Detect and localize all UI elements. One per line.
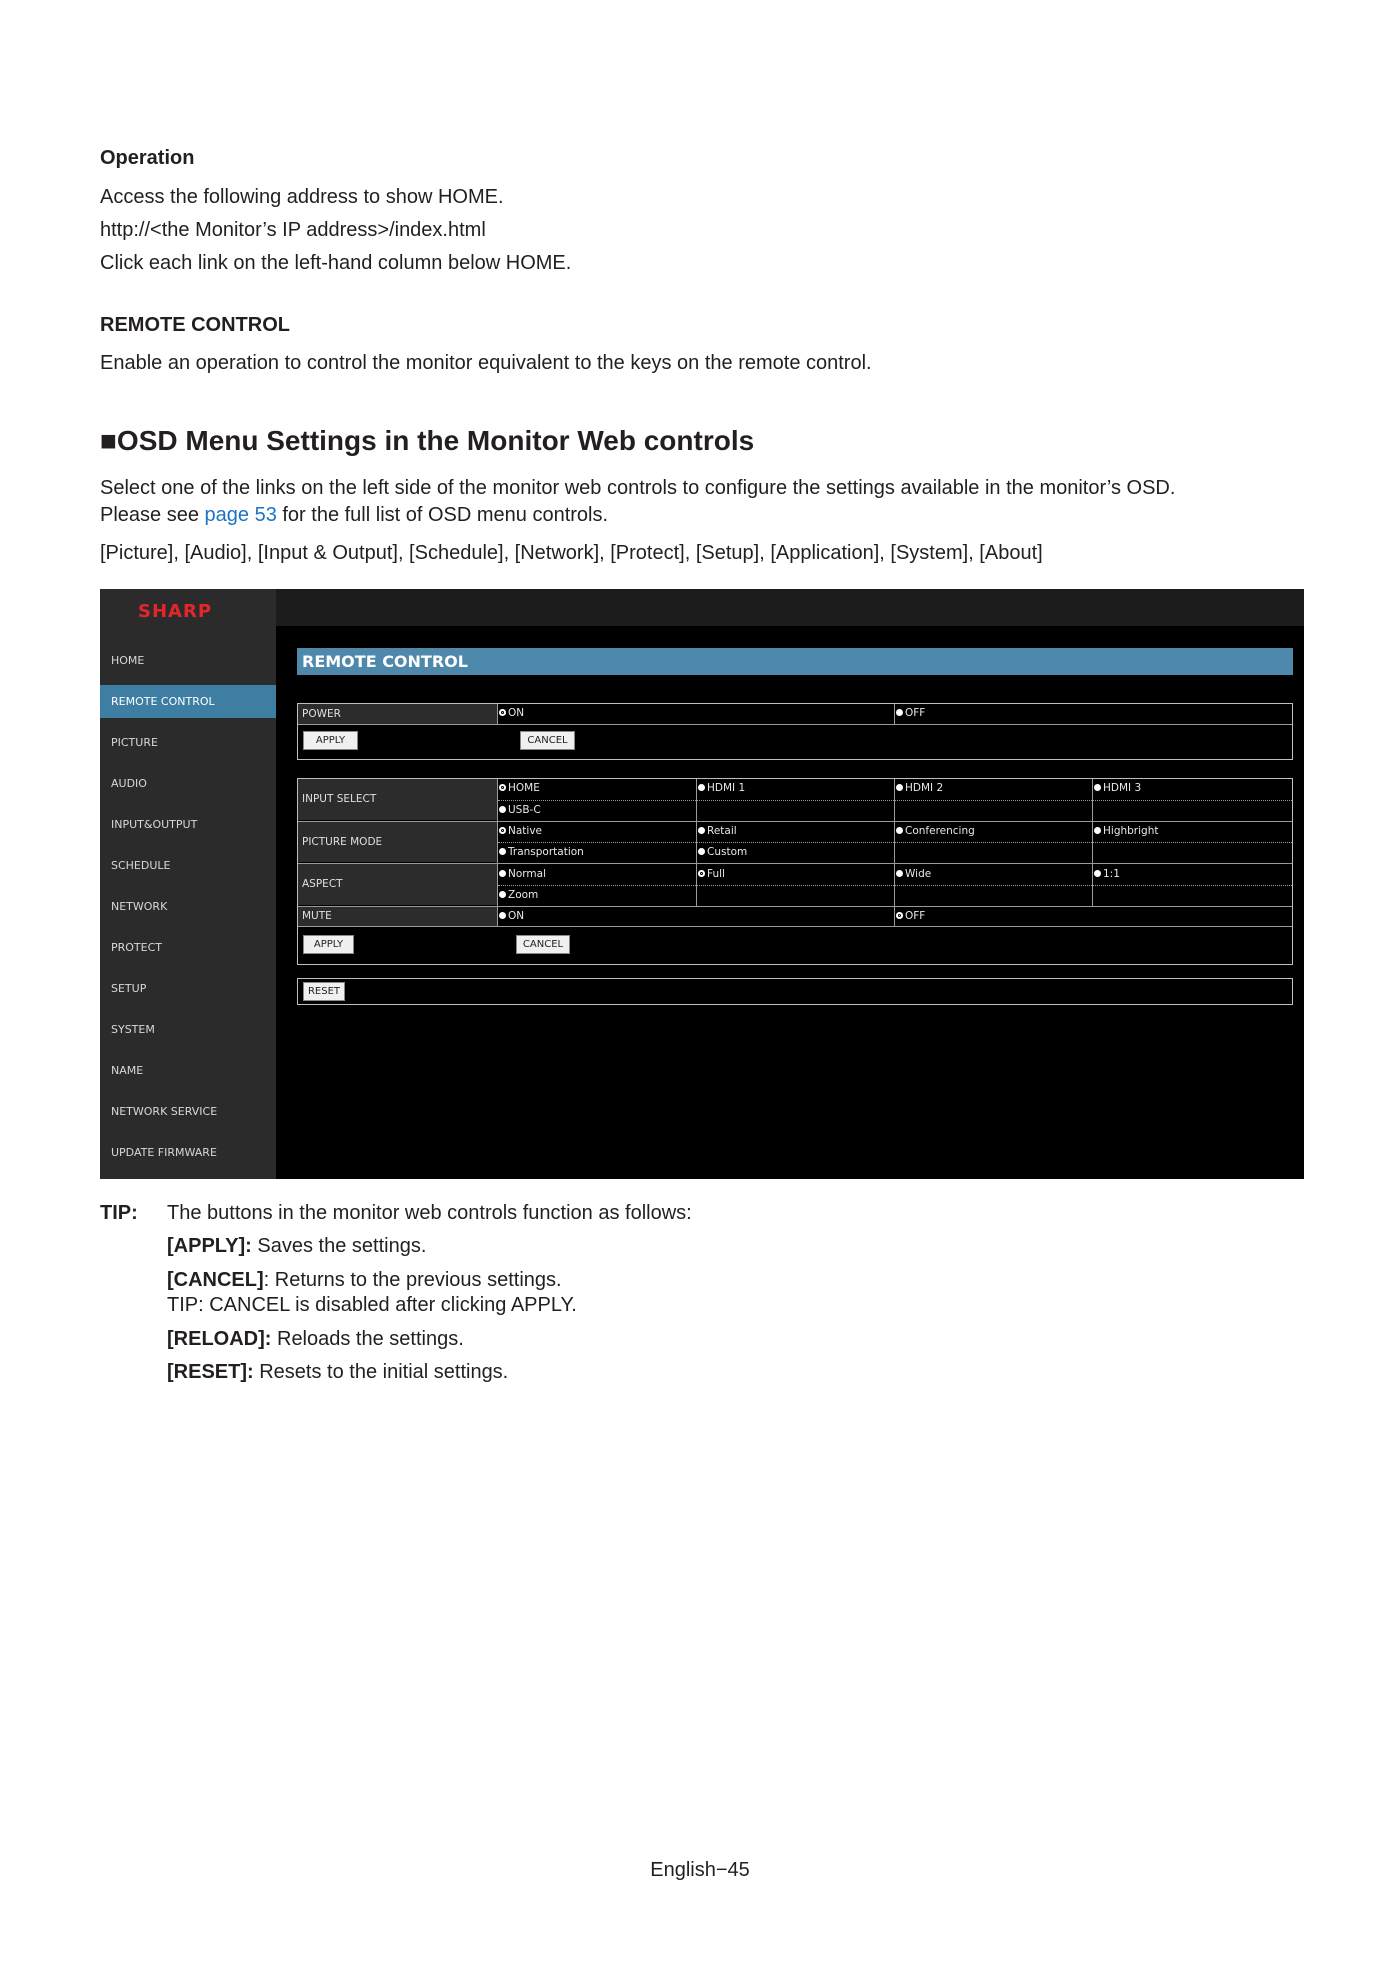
tip-apply-desc: Saves the settings. [251,1235,427,1257]
sidebar-item-input-output[interactable]: INPUT&OUTPUT [111,818,198,831]
tip-cancel-desc: : Returns to the previous settings. [263,1269,562,1291]
radio-selected-icon [896,912,903,919]
radio-selected-icon [499,827,506,834]
mute-off-radio[interactable] [896,910,925,922]
radio-selected-icon [499,709,506,716]
sidebar-item-network[interactable]: NETWORK [111,900,168,913]
radio-icon [896,827,903,834]
picture-conferencing-label: Conferencing [905,825,975,837]
input-usbc-label: USB-C [508,804,541,816]
radio-selected-icon [499,784,506,791]
radio-icon [1094,827,1101,834]
tip-cancel-term: [CANCEL] [167,1269,264,1291]
sharp-logo: SHARP [138,601,213,622]
sidebar-item-network-service[interactable]: NETWORK SERVICE [111,1105,218,1118]
radio-icon [499,891,506,898]
square-bullet-icon: ■ [100,425,117,456]
osd-text-line-2-pre: Please see [100,504,205,526]
aspect-wide-radio[interactable] [896,868,931,880]
page-number: English−45 [650,1859,750,1881]
osd-heading-text: OSD Menu Settings in the Monitor Web controls [116,425,755,456]
remote-control-heading: REMOTE CONTROL [100,314,290,336]
tip-reset-desc: Resets to the initial settings. [253,1361,509,1383]
tip-reload-term: [RELOAD]: [167,1328,272,1350]
picture-custom-label: Custom [707,846,748,858]
aspect-1-1-radio[interactable] [1094,868,1120,880]
operation-line-3: Click each link on the left-hand column below HOME. [100,252,572,274]
mute-off-label: OFF [905,910,926,922]
cancel-button[interactable]: CANCEL [516,935,570,954]
power-off-radio[interactable] [896,707,925,719]
tip-reload-desc: Reloads the settings. [271,1328,464,1350]
input-hdmi2-radio[interactable] [896,782,943,794]
power-off-label: OFF [905,707,926,719]
picture-retail-label: Retail [707,825,737,837]
radio-icon [698,848,705,855]
tip-cancel [167,1267,562,1293]
sidebar-item-protect[interactable]: PROTECT [111,941,163,954]
mute-label: MUTE [298,907,497,926]
top-bar [100,589,1304,626]
sidebar-item-schedule[interactable]: SCHEDULE [111,859,171,872]
picture-transportation-label: Transportation [508,846,584,858]
picture-native-radio[interactable] [499,825,542,837]
aspect-1-1-label: 1:1 [1103,868,1120,880]
sidebar-item-audio[interactable]: AUDIO [111,777,147,790]
picture-transportation-radio[interactable] [499,846,584,858]
picture-conferencing-radio[interactable] [896,825,975,837]
input-select-label: INPUT SELECT [298,779,497,820]
web-controls-screenshot [100,589,1304,1179]
sidebar [100,589,276,1179]
osd-heading [100,425,754,457]
sidebar-item-home[interactable]: HOME [111,654,145,667]
input-hdmi1-radio[interactable] [698,782,745,794]
radio-icon [698,827,705,834]
input-hdmi1-label: HDMI 1 [707,782,746,794]
radio-icon [1094,784,1101,791]
reset-button[interactable]: RESET [303,982,345,1001]
picture-mode-label: PICTURE MODE [298,822,497,862]
osd-menus-line: [Picture], [Audio], [Input & Output], [Schedule], [Network], [Protect], [Setup], [Application], [System], [About] [100,542,1043,564]
aspect-full-label: Full [707,868,725,880]
mute-on-label: ON [508,910,525,922]
input-hdmi3-radio[interactable] [1094,782,1141,794]
power-cancel-button[interactable]: CANCEL [520,731,575,750]
tip-apply-term: [APPLY]: [167,1235,252,1257]
remote-control-text: Enable an operation to control the monitor equivalent to the keys on the remote control. [100,352,872,374]
radio-icon [896,709,903,716]
aspect-zoom-label: Zoom [508,889,539,901]
aspect-normal-radio[interactable] [499,868,546,880]
tip-reset-term: [RESET]: [167,1361,254,1383]
mute-on-radio[interactable] [499,910,524,922]
power-on-label: ON [508,707,525,719]
reset-panel [297,978,1293,1005]
operation-heading: Operation [100,147,195,169]
tip-intro: The buttons in the monitor web controls function as follows: [167,1202,692,1224]
tip-reload [167,1326,464,1352]
radio-icon [1094,870,1101,877]
picture-retail-radio[interactable] [698,825,737,837]
sidebar-item-name[interactable]: NAME [111,1064,144,1077]
sidebar-item-setup[interactable]: SETUP [111,982,147,995]
aspect-wide-label: Wide [905,868,932,880]
input-hdmi3-label: HDMI 3 [1103,782,1142,794]
apply-button[interactable]: APPLY [303,935,354,954]
aspect-normal-label: Normal [508,868,546,880]
aspect-full-radio[interactable] [698,868,725,880]
power-apply-button[interactable]: APPLY [303,731,358,750]
sidebar-item-update-firmware[interactable]: UPDATE FIRMWARE [111,1146,217,1159]
sidebar-item-system[interactable]: SYSTEM [111,1023,155,1036]
tip-reset [167,1359,508,1385]
radio-icon [499,848,506,855]
picture-custom-radio[interactable] [698,846,747,858]
osd-text-line-2 [100,502,608,528]
picture-highbright-label: Highbright [1103,825,1159,837]
power-label: POWER [298,704,497,724]
radio-icon [499,912,506,919]
sidebar-item-picture[interactable]: PICTURE [111,736,158,749]
aspect-zoom-radio[interactable] [499,889,538,901]
input-home-radio[interactable] [499,782,540,794]
picture-highbright-radio[interactable] [1094,825,1158,837]
page-53-link[interactable]: page 53 [204,504,277,526]
radio-icon [896,784,903,791]
radio-icon [698,784,705,791]
radio-icon [499,870,506,877]
radio-icon [499,806,506,813]
operation-line-2: http://<the Monitor’s IP address>/index.html [100,219,486,241]
tip-cancel-note: TIP: CANCEL is disabled after clicking APPLY. [167,1294,577,1316]
radio-icon [896,870,903,877]
page-title: REMOTE CONTROL [297,648,1293,675]
sidebar-item-remote-control[interactable]: REMOTE CONTROL [100,685,276,718]
input-hdmi2-label: HDMI 2 [905,782,944,794]
picture-native-label: Native [508,825,542,837]
input-home-label: HOME [508,782,540,794]
tip-label: TIP: [100,1202,138,1224]
aspect-label: ASPECT [298,864,497,905]
input-usbc-radio[interactable] [499,804,541,816]
radio-selected-icon [698,870,705,877]
operation-line-1: Access the following address to show HOME. [100,186,504,208]
power-on-radio[interactable] [499,707,524,719]
osd-text-line-2-post: for the full list of OSD menu controls. [276,504,609,526]
osd-text-line-1: Select one of the links on the left side of the monitor web controls to configure the settings available in the monitor’s OSD. [100,477,1176,499]
tip-apply [167,1233,426,1259]
